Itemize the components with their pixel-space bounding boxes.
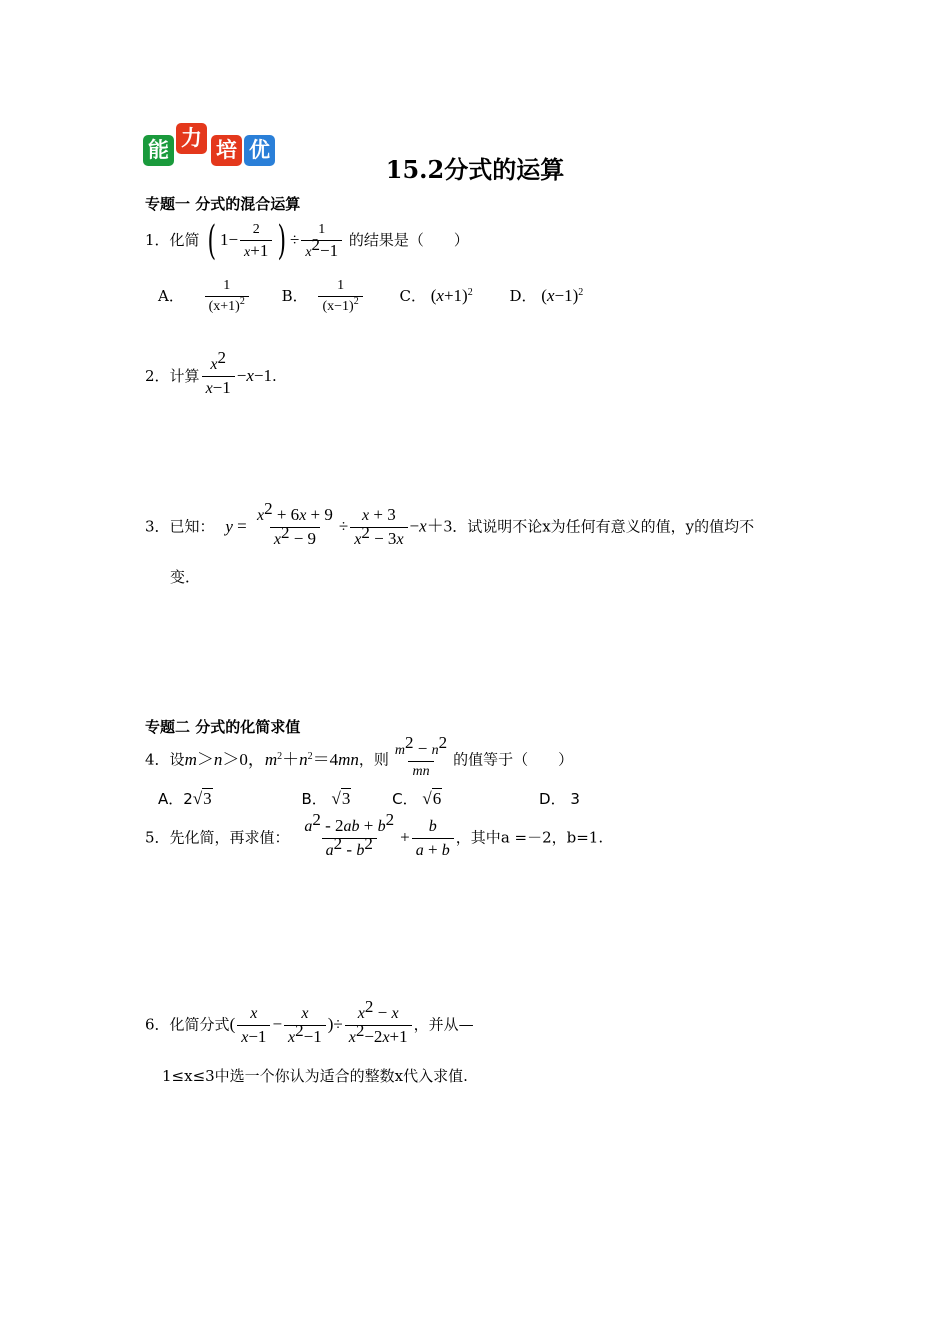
logo-tile-1: 能 bbox=[143, 135, 174, 166]
page-title: 15.2分式的运算 bbox=[385, 155, 565, 184]
question-6: 6．化简分式( $\frac{x}{x-1}$ − $\frac{x}{x^2-1}$ )÷ $\frac{x^2 - x}{x^2-2x+1}$ ，并从— bbox=[145, 997, 474, 1046]
option-d: D． 3 bbox=[539, 790, 580, 808]
logo-tile-3: 培 bbox=[211, 135, 242, 166]
option-b: B． √3 bbox=[301, 789, 351, 808]
question-4: 4．设m＞n＞0，$m^2+n^2=4mn$，则 $\frac{m^2 - n^2}{mn}$ 的值等于（ ） bbox=[145, 733, 574, 779]
question-3-continuation: 变． bbox=[170, 568, 201, 586]
option-b: B． $\frac{1}{(x-1)^2}$ bbox=[282, 287, 365, 305]
question-3: 3．已知： y = $\frac{x^2 + 6x + 9}{x^2 - 9}$ ÷ $\frac{x + 3}{x^2 - 3x}$ −x＋3．试说明不论x为任何有意义的值，y的值均不 bbox=[145, 499, 755, 548]
option-d: D． $(x-1)^2$ bbox=[509, 285, 584, 305]
question-2: 2．计算 $\frac{x^2}{x-1}$ −x−1. bbox=[145, 348, 277, 397]
option-a: A．2√3 bbox=[158, 789, 212, 808]
option-a: A． $\frac{1}{(x+1)^2}$ bbox=[158, 287, 251, 305]
section-heading-1: 专题一 分式的混合运算 bbox=[145, 195, 301, 213]
question-6-continuation: 1≤x≤3中选一个你认为适合的整数x代入求值. bbox=[162, 1067, 468, 1085]
logo-tile-2: 力 bbox=[176, 123, 207, 154]
question-4-options bbox=[158, 789, 580, 809]
logo-tile-4: 优 bbox=[244, 135, 275, 166]
option-c: C． $(x+1)^2$ bbox=[399, 285, 473, 305]
question-1-options bbox=[158, 278, 583, 315]
question-1: 1．化简 ( 1− $\frac{2}{x+1}$ ) ÷ $\frac{1}{x^2-1}$ 的结果是（ ） bbox=[145, 218, 469, 264]
question-5: 5．先化简，再求值： $\frac{a^2 - 2ab + b^2}{a^2 - b^2}$ + $\frac{b}{a + b}$ ，其中a =－2，b=1. bbox=[145, 810, 604, 859]
section-heading-2: 专题二 分式的化简求值 bbox=[145, 718, 301, 736]
option-c: C． √6 bbox=[392, 789, 442, 808]
